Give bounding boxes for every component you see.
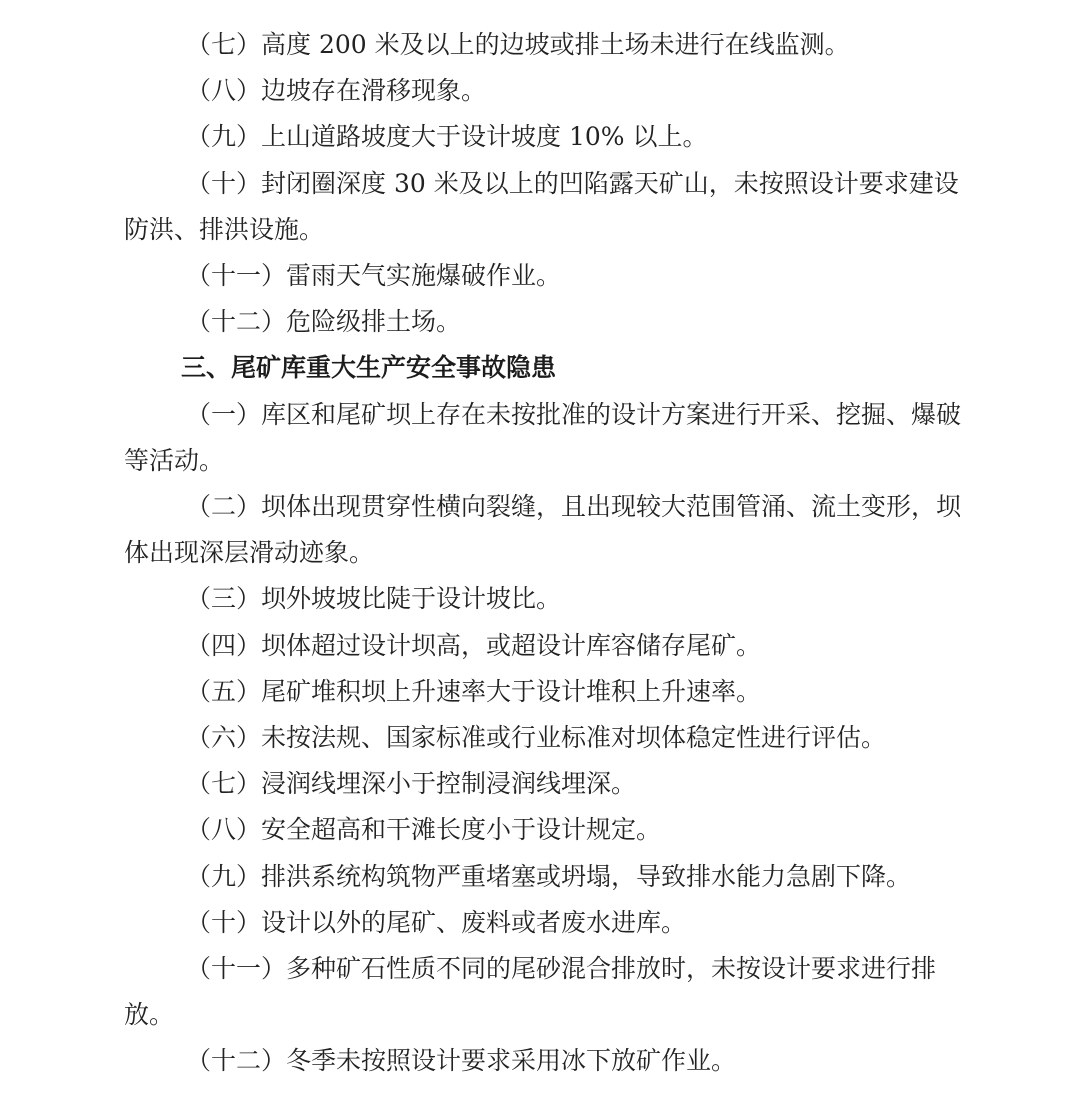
item-text: 坝体出现贯穿性横向裂缝，且出现较大范围管涌、流土变形，坝体出现深层滑动迹象。 <box>124 492 962 568</box>
hazard-item-open-pit-12 <box>124 299 964 345</box>
hazard-item-tailings-10 <box>124 900 964 946</box>
item-text: 高度 200 米及以上的边坡或排土场未进行在线监测。 <box>261 30 850 59</box>
item-marker: （七） <box>186 30 262 59</box>
item-marker: （一） <box>186 399 262 429</box>
hazard-item-tailings-8 <box>124 807 964 853</box>
hazard-item-tailings-4 <box>124 623 964 669</box>
item-marker: （十） <box>186 907 262 937</box>
item-marker: （十一） <box>186 954 287 984</box>
item-marker: （四） <box>186 630 262 660</box>
item-text: 多种矿石性质不同的尾砂混合排放时，未按设计要求进行排放。 <box>124 954 937 1030</box>
hazard-item-tailings-2 <box>124 484 964 576</box>
hazard-item-tailings-9 <box>124 854 964 900</box>
item-text: 封闭圈深度 30 米及以上的凹陷露天矿山，未按照设计要求建设防洪、排洪设施。 <box>124 168 959 244</box>
item-text: 危险级排土场。 <box>286 307 462 337</box>
item-marker: （九） <box>186 122 262 152</box>
hazard-item-tailings-1 <box>124 392 964 484</box>
item-marker: （二） <box>186 492 262 522</box>
hazard-item-open-pit-8 <box>124 68 964 114</box>
item-text: 设计以外的尾矿、废料或者废水进库。 <box>261 907 687 937</box>
item-text: 未按法规、国家标准或行业标准对坝体稳定性进行评估。 <box>261 723 887 753</box>
hazard-item-open-pit-10 <box>124 161 964 253</box>
item-text: 库区和尾矿坝上存在未按批准的设计方案进行开采、挖掘、爆破等活动。 <box>124 399 962 475</box>
hazard-item-open-pit-11 <box>124 253 964 299</box>
item-marker: （八） <box>186 815 262 845</box>
item-text: 雷雨天气实施爆破作业。 <box>286 261 562 291</box>
item-marker: （十） <box>186 168 262 198</box>
item-text: 浸润线埋深小于控制浸润线埋深。 <box>261 769 637 799</box>
hazard-item-tailings-6 <box>124 715 964 761</box>
item-marker: （八） <box>186 76 262 106</box>
item-marker: （七） <box>186 769 262 799</box>
hazard-item-open-pit-7 <box>124 22 964 68</box>
hazard-item-tailings-7 <box>124 761 964 807</box>
hazard-item-open-pit-9 <box>124 114 964 160</box>
hazard-item-tailings-3 <box>124 576 964 622</box>
item-text: 坝体超过设计坝高，或超设计库容储存尾矿。 <box>261 630 762 660</box>
document-body <box>124 22 964 1085</box>
item-marker: （十二） <box>186 1046 287 1076</box>
item-marker: （五） <box>186 676 262 706</box>
item-marker: （六） <box>186 723 262 753</box>
item-text: 边坡存在滑移现象。 <box>261 76 487 106</box>
item-text: 上山道路坡度大于设计坡度 10% 以上。 <box>261 122 708 152</box>
item-text: 坝外坡坡比陡于设计坡比。 <box>261 584 562 614</box>
section-heading: 三、尾矿库重大生产安全事故隐患 <box>181 353 557 383</box>
hazard-item-tailings-5 <box>124 669 964 715</box>
item-text: 尾矿堆积坝上升速率大于设计堆积上升速率。 <box>261 676 762 706</box>
hazard-item-tailings-11 <box>124 946 964 1038</box>
item-marker: （三） <box>186 584 262 614</box>
item-text: 安全超高和干滩长度小于设计规定。 <box>261 815 662 845</box>
item-text: 排洪系统构筑物严重堵塞或坍塌，导致排水能力急剧下降。 <box>261 861 912 891</box>
item-text: 冬季未按照设计要求采用冰下放矿作业。 <box>286 1046 737 1076</box>
item-marker: （九） <box>186 861 262 891</box>
hazard-item-tailings-12 <box>124 1038 964 1084</box>
item-marker: （十二） <box>186 307 287 337</box>
item-marker: （十一） <box>186 261 287 291</box>
